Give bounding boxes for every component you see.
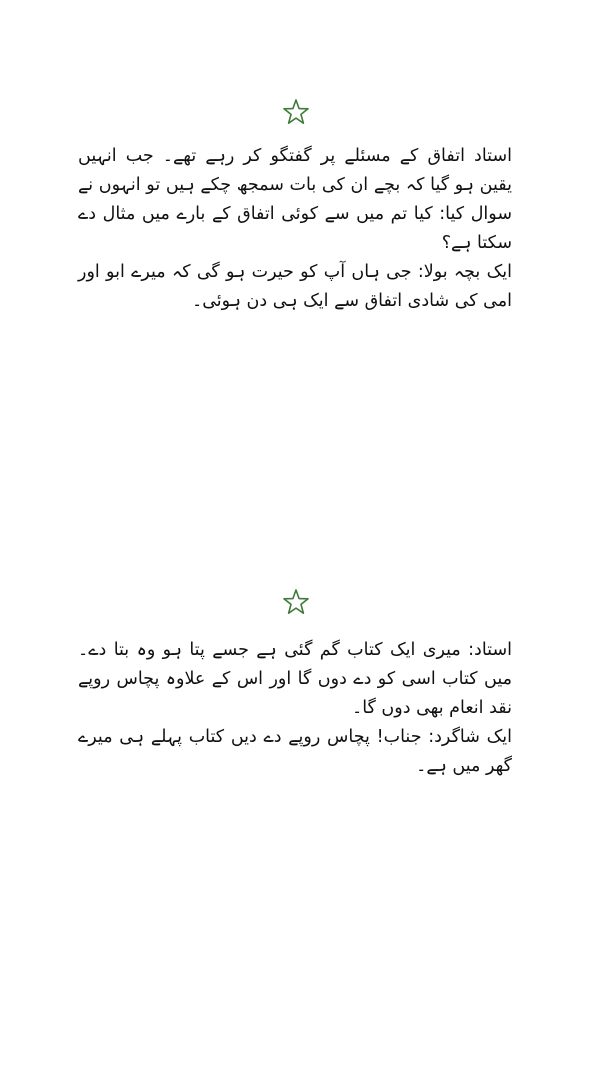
- joke-1-answer-paragraph: ایک بچہ بولا: جی ہاں آپ کو حیرت ہو گی کہ میرے ابو اور امی کی شادی اتفاق سے ایک ہی دن ہوئی۔: [78, 262, 512, 311]
- star-outline-icon-svg: [282, 588, 310, 616]
- star-outline-icon-svg: [282, 98, 310, 126]
- joke-1: [78, 142, 512, 316]
- star-outline-icon: [282, 588, 310, 616]
- star-outline-icon: [282, 98, 310, 126]
- joke-1-question-paragraph: استاد اتفاق کے مسئلے پر گفتگو کر رہے تھے۔ جب انہیں یقین ہو گیا کہ بچے ان کی بات سمجھ چکے ہیں تو انہوں نے سوال کیا: کیا تم میں سے کوئی اتفاق کے بارے میں مثال دے سکتا ہے؟: [78, 146, 512, 253]
- joke-2: [78, 636, 512, 781]
- joke-2-teacher-paragraph: استاد: میری ایک کتاب گم گئی ہے جسے پتا ہو وہ بتا دے۔ میں کتاب اسی کو دے دوں گا اور اس کے علاوہ پچاس روپے نقد انعام بھی دوں گا۔: [78, 640, 512, 718]
- joke-2-student-paragraph: ایک شاگرد: جناب! پچاس روپے دے دیں کتاب پہلے ہی میرے گھر میں ہے۔: [78, 727, 512, 776]
